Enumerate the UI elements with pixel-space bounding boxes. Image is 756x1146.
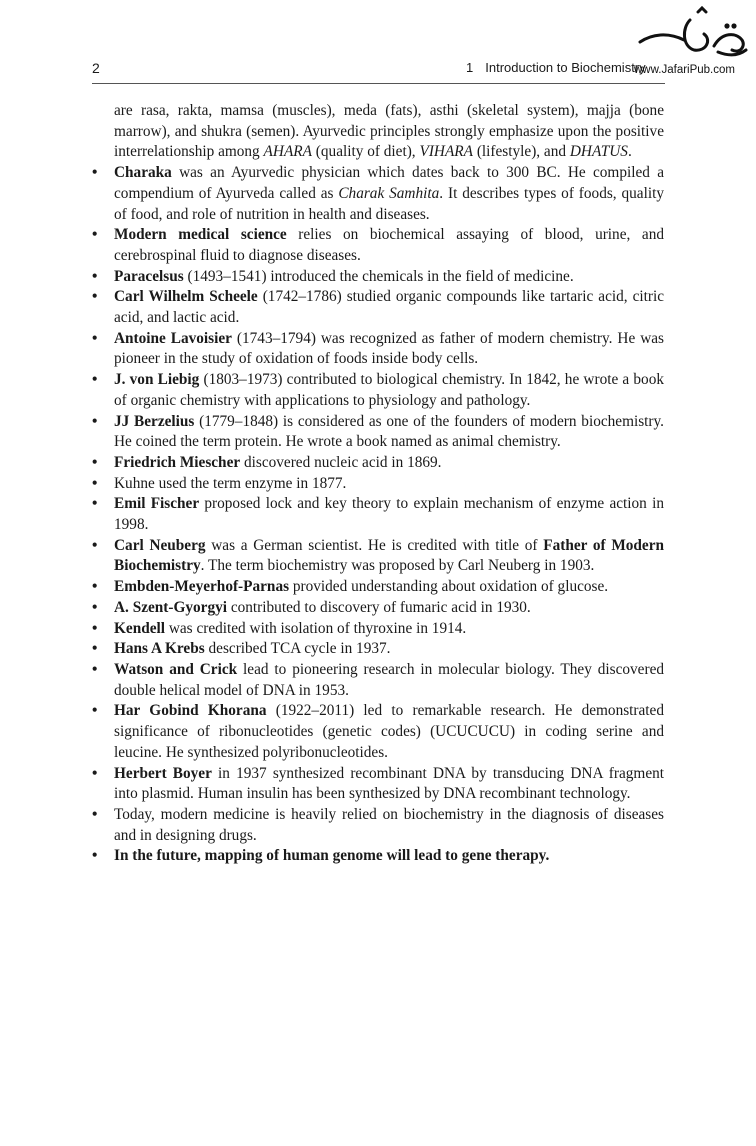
intro-paragraph: are rasa, rakta, mamsa (muscles), meda (fats), asthi (skeletal system), majja (bone marrow), and shukra (semen). Ayurvedic principles strongly emphasize upon the positive interrelationship among AHARA (quality of diet), VIHARA (lifestyle), and DHATUS. [114, 102, 664, 161]
list-item: • Watson and Crick lead to pioneering research in molecular biology. They discovered double helical model of DNA in 1953. [92, 660, 664, 701]
list-item: • Modern medical science relies on biochemical assaying of blood, urine, and cerebrospinal fluid to diagnose diseases. [92, 225, 664, 266]
list-item: • Friedrich Miescher discovered nucleic acid in 1869. [92, 453, 664, 474]
list-item: • In the future, mapping of human genome will lead to gene therapy. [92, 846, 664, 867]
list-item: • Carl Wilhelm Scheele (1742–1786) studied organic compounds like tartaric acid, citric acid, and lactic acid. [92, 287, 664, 328]
list-item: • Hans A Krebs described TCA cycle in 1937. [92, 639, 664, 660]
running-head [466, 60, 646, 75]
chapter-number: 1 [466, 60, 474, 75]
watermark-url: www.JafariPub.com [634, 64, 735, 76]
list-item: • Carl Neuberg was a German scientist. He is credited with title of Father of Modern Biochemistry. The term biochemistry was proposed by Carl Neuberg in 1903. [92, 536, 664, 577]
list-item: • Today, modern medicine is heavily relied on biochemistry in the diagnosis of diseases and in designing drugs. [92, 805, 664, 846]
chapter-title: Introduction to Biochemistry [485, 60, 646, 75]
list-item: • Embden-Meyerhof-Parnas provided understanding about oxidation of glucose. [92, 577, 664, 598]
list-item: • A. Szent-Gyorgyi contributed to discovery of fumaric acid in 1930. [92, 598, 664, 619]
list-item: • Kuhne used the term enzyme in 1877. [92, 474, 664, 495]
list-item: • Kendell was credited with isolation of thyroxine in 1914. [92, 619, 664, 640]
header-rule [92, 83, 665, 84]
list-item: • JJ Berzelius (1779–1848) is considered as one of the founders of modern biochemistry. He coined the term protein. He wrote a book named as animal chemistry. [92, 412, 664, 453]
list-item: • Har Gobind Khorana (1922–2011) led to remarkable research. He demonstrated significance of ribonucleotides (genetic codes) (UCUCUCU) in coding serine and leucine. He synthesized polyribonucleotides. [92, 701, 664, 763]
page-number: 2 [92, 60, 100, 76]
list-item: • J. von Liebig (1803–1973) contributed to biological chemistry. In 1842, he wrote a book of organic chemistry with applications to physiology and pathology. [92, 370, 664, 411]
list-item: • Emil Fischer proposed lock and key theory to explain mechanism of enzyme action in 1998. [92, 494, 664, 535]
list-item: • Paracelsus (1493–1541) introduced the chemicals in the field of medicine. [92, 267, 664, 288]
list-item: • Charaka was an Ayurvedic physician which dates back to 300 BC. He compiled a compendium of Ayurveda called as Charak Samhita. It describes types of foods, quality of food, and role of nutrition in health and diseases. [92, 163, 664, 225]
list-item: • Herbert Boyer in 1937 synthesized recombinant DNA by transducing DNA fragment into plasmid. Human insulin has been synthesized by DNA recombinant technology. [92, 764, 664, 805]
page-body [92, 101, 664, 867]
publisher-logo-icon [632, 6, 750, 64]
history-list [92, 163, 664, 867]
list-item: • Antoine Lavoisier (1743–1794) was recognized as father of modern chemistry. He was pioneer in the study of oxidation of foods inside body cells. [92, 329, 664, 370]
